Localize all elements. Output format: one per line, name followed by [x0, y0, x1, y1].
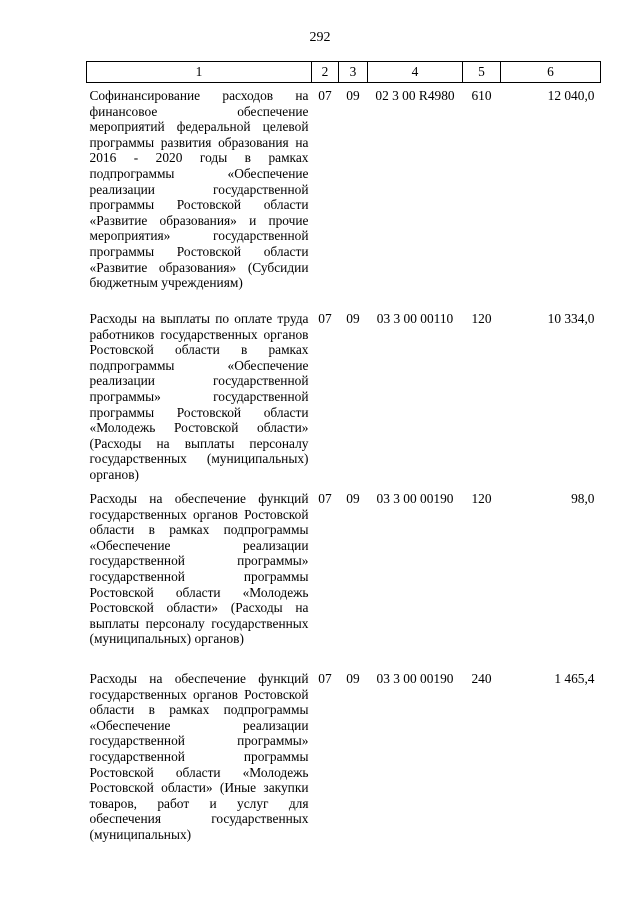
amount: 1 465,4 [554, 671, 595, 686]
expense-type-code: 610 [471, 88, 492, 103]
page-number: 292 [309, 30, 331, 45]
section-code: 07 [318, 88, 332, 103]
column-header: 2 [312, 62, 339, 83]
subsection-code: 09 [346, 311, 360, 326]
target-article-code: 03 3 00 00190 [376, 671, 454, 686]
expense-type-code: 240 [471, 671, 492, 686]
column-header: 3 [339, 62, 368, 83]
target-article-code: 03 3 00 00190 [376, 491, 454, 506]
expense-name: Расходы на обеспечение функций государственных органов Ростовской области в рамках подпрограммы «Обеспечение реализации государственной программы» государственной программы Ростовской области «Молодежь Ростовской области» (Расходы на выплаты персоналу государственных (муниципальных) органов) [89, 491, 309, 647]
amount: 98,0 [571, 491, 595, 506]
amount: 10 334,0 [547, 311, 595, 326]
column-header: 4 [368, 62, 463, 83]
expense-name: Расходы на обеспечение функций государственных органов Ростовской области в рамках подпрограммы «Обеспечение реализации государственной программы» государственной программы Ростовской области «Молодежь Ростовской области» (Иные закупки товаров, работ и услуг для обеспечения государственных (муниципальных) [89, 671, 309, 842]
section-code: 07 [318, 491, 332, 506]
table-row [87, 306, 601, 486]
subsection-code: 09 [346, 491, 360, 506]
section-code: 07 [318, 311, 332, 326]
target-article-code: 03 3 00 00110 [376, 311, 454, 326]
expense-type-code: 120 [471, 311, 492, 326]
subsection-code: 09 [346, 88, 360, 103]
subsection-code: 09 [346, 671, 360, 686]
column-header: 5 [463, 62, 501, 83]
expense-type-code: 120 [471, 491, 492, 506]
table-row [87, 83, 601, 307]
expense-name: Софинансирование расходов на финансовое обеспечение мероприятий федеральной целевой программы развития образования на 2016 - 2020 годы в рамках подпрограммы «Обеспечение реализации государственной программы Ростовской области «Развитие образования» и прочие мероприятия» государственной программы Ростовской области «Развитие образования» (Субсидии бюджетным учреждениям) [89, 88, 309, 291]
amount: 12 040,0 [547, 88, 595, 103]
target-article-code: 02 3 00 R4980 [375, 88, 455, 103]
column-header: 1 [87, 62, 312, 83]
table-row [87, 486, 601, 666]
column-header: 6 [501, 62, 601, 83]
section-code: 07 [318, 671, 332, 686]
budget-table [86, 61, 601, 843]
expense-name: Расходы на выплаты по оплате труда работников государственных органов Ростовской области в рамках подпрограммы «Обеспечение реализации государственной программы» государственной программы Ростовской области «Молодежь Ростовской области» (Расходы на выплаты персоналу государственных (муниципальных) органов) [89, 311, 309, 482]
table-row [87, 666, 601, 843]
table-header-row [87, 62, 601, 83]
